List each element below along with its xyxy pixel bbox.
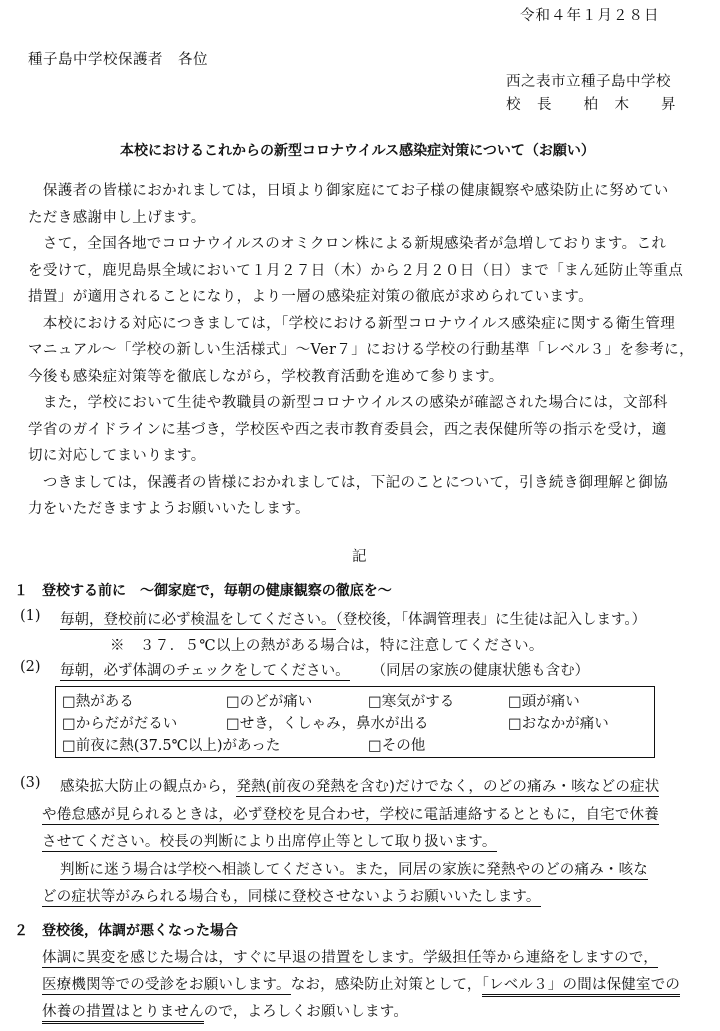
checklist-item: □おなかが痛い xyxy=(508,716,609,732)
intro-line: 力をいただきますようお願いいたします。 xyxy=(28,501,310,517)
intro-line: ただき感謝申し上げます。 xyxy=(28,209,206,226)
sender-principal: 校 長 柏 木 昇 xyxy=(506,97,677,113)
checklist-item: □寒気がする xyxy=(368,694,455,710)
document-title: 本校におけるこれからの新型コロナウイルス感染症対策について（お願い） xyxy=(120,143,595,159)
checklist-item: □頭が痛い xyxy=(508,694,580,710)
intro-line: マニュアル～「学校の新しい生活様式」～Ver７」における学校の行動基準「レベル３」を参考に， xyxy=(28,342,694,358)
item1-main: 毎朝，登校前に必ず検温をしてください。 xyxy=(60,612,336,628)
item3-line xyxy=(60,775,659,796)
intro-body xyxy=(28,178,696,523)
checklist-item: □その他 xyxy=(368,738,426,754)
section2-emphasis: 医療機関等での受診をお願いします。 xyxy=(42,977,291,993)
section2-text: ので，よろしくお願いします。 xyxy=(203,1004,409,1020)
item3-emphasis: や倦怠感が見られるときは，必ず登校を見合わせ，学校に電話連絡するとともに，自宅で休養 xyxy=(42,807,659,823)
checklist-item: □せき，くしゃみ，鼻水が出る xyxy=(226,716,429,732)
document-date: 令和４年１月２８日 xyxy=(520,8,660,24)
item1-note: （登校後，「体調管理表」に生徒は記入します。） xyxy=(335,612,647,628)
item2-main: 毎朝，必ず体調のチェックをしてください。 xyxy=(60,663,350,679)
item3-emphasis: させてください。校長の判断により出席停止等として取り扱います。 xyxy=(42,834,497,850)
intro-line: また，学校において生徒や教職員の新型コロナウイルスの感染が確認された場合には，文部科 xyxy=(28,395,668,411)
section2-line xyxy=(42,946,658,967)
section1-heading: １ 登校する前に ～御家庭で，毎朝の健康観察の徹底を～ xyxy=(14,583,392,599)
section2-heading: ２ 登校後，体調が悪くなった場合 xyxy=(14,923,238,939)
item3-number: (3) xyxy=(20,775,41,791)
intro-line: 保護者の皆様におかれましては，日頃より御家庭にてお子様の健康観察や感染防止に努めてい xyxy=(28,183,669,199)
item1-number: (1) xyxy=(20,608,41,624)
intro-line: さて，全国各地でコロナウイルスのオミクロン株による新規感染者が急増しております。これ xyxy=(28,236,667,252)
item3-line xyxy=(42,830,497,851)
section2-emphasis: 体調に異変を感じた場合は，すぐに早退の措置をします。学級担任等から連絡をしますので， xyxy=(42,950,658,966)
intro-line: 本校における対応につきましては，「学校における新型コロナウイルス感染症に関する衛生管理 xyxy=(28,315,676,332)
item3-emphasis: どの症状等がみられる場合も，同様に登校させないようお願いいたします。 xyxy=(42,889,541,905)
item3-line xyxy=(42,885,541,906)
intro-line: 学省のガイドラインに基づき，学校医や西之表市教育委員会，西之表保健所等の指示を受け，適 xyxy=(28,421,667,438)
intro-line: 今後も感染症対策等を徹底しながら，学校教育活動を進めて参ります。 xyxy=(28,368,504,385)
ki-heading: 記 xyxy=(352,549,367,565)
intro-line: 措置」が適用されることになり，より一層の感染症対策の徹底が求められています。 xyxy=(28,289,594,305)
item3-line xyxy=(60,858,648,879)
intro-line: つきましては，保護者の皆様におかれましては，下記のことについて，引き続き御理解と御協 xyxy=(28,474,669,491)
checklist-item: □熱がある xyxy=(62,694,134,710)
item2-number: (2) xyxy=(20,659,41,675)
section2-line xyxy=(42,973,680,994)
symptom-checklist xyxy=(55,686,655,758)
intro-line: 切に対応してまいります。 xyxy=(28,448,206,464)
item3-emphasis: 判断に迷う場合は学校へ相談してください。また，同居の家族に発熱やのどの痛み・咳な xyxy=(60,862,648,878)
section2-text: なお，感染防止対策として， xyxy=(290,977,482,993)
checklist-item: □のどが痛い xyxy=(226,694,313,710)
intro-line: を受けて，鹿児島県全域において１月２７日（木）から２月２０日（日）まで「まん延防止等重点 xyxy=(28,262,684,279)
section2-emphasis: 「レベル３」の間は保健室での xyxy=(482,977,681,997)
section2-line xyxy=(42,1000,408,1021)
item2-line xyxy=(60,659,589,680)
item3-lead: 感染拡大防止の観点から， xyxy=(60,779,237,795)
item1-line xyxy=(60,608,646,629)
sender-school: 西之表市立種子島中学校 xyxy=(506,74,671,90)
item1-sub: ※ ３７．５℃以上の熱がある場合は，特に注意してください。 xyxy=(110,638,544,654)
recipient: 種子島中学校保護者 各位 xyxy=(28,52,208,68)
checklist-item: □からだがだるい xyxy=(62,716,178,732)
checklist-item: □前夜に熱(37.5℃以上)があった xyxy=(62,738,281,754)
item2-note: （同居の家族の健康状態も含む） xyxy=(371,663,590,679)
section2-emphasis: 休養の措置はとりません xyxy=(42,1004,204,1024)
item3-line xyxy=(42,803,659,824)
item3-emphasis: 発熱(前夜の発熱を含む)だけでなく，のどの痛み・咳などの症状 xyxy=(236,779,660,795)
